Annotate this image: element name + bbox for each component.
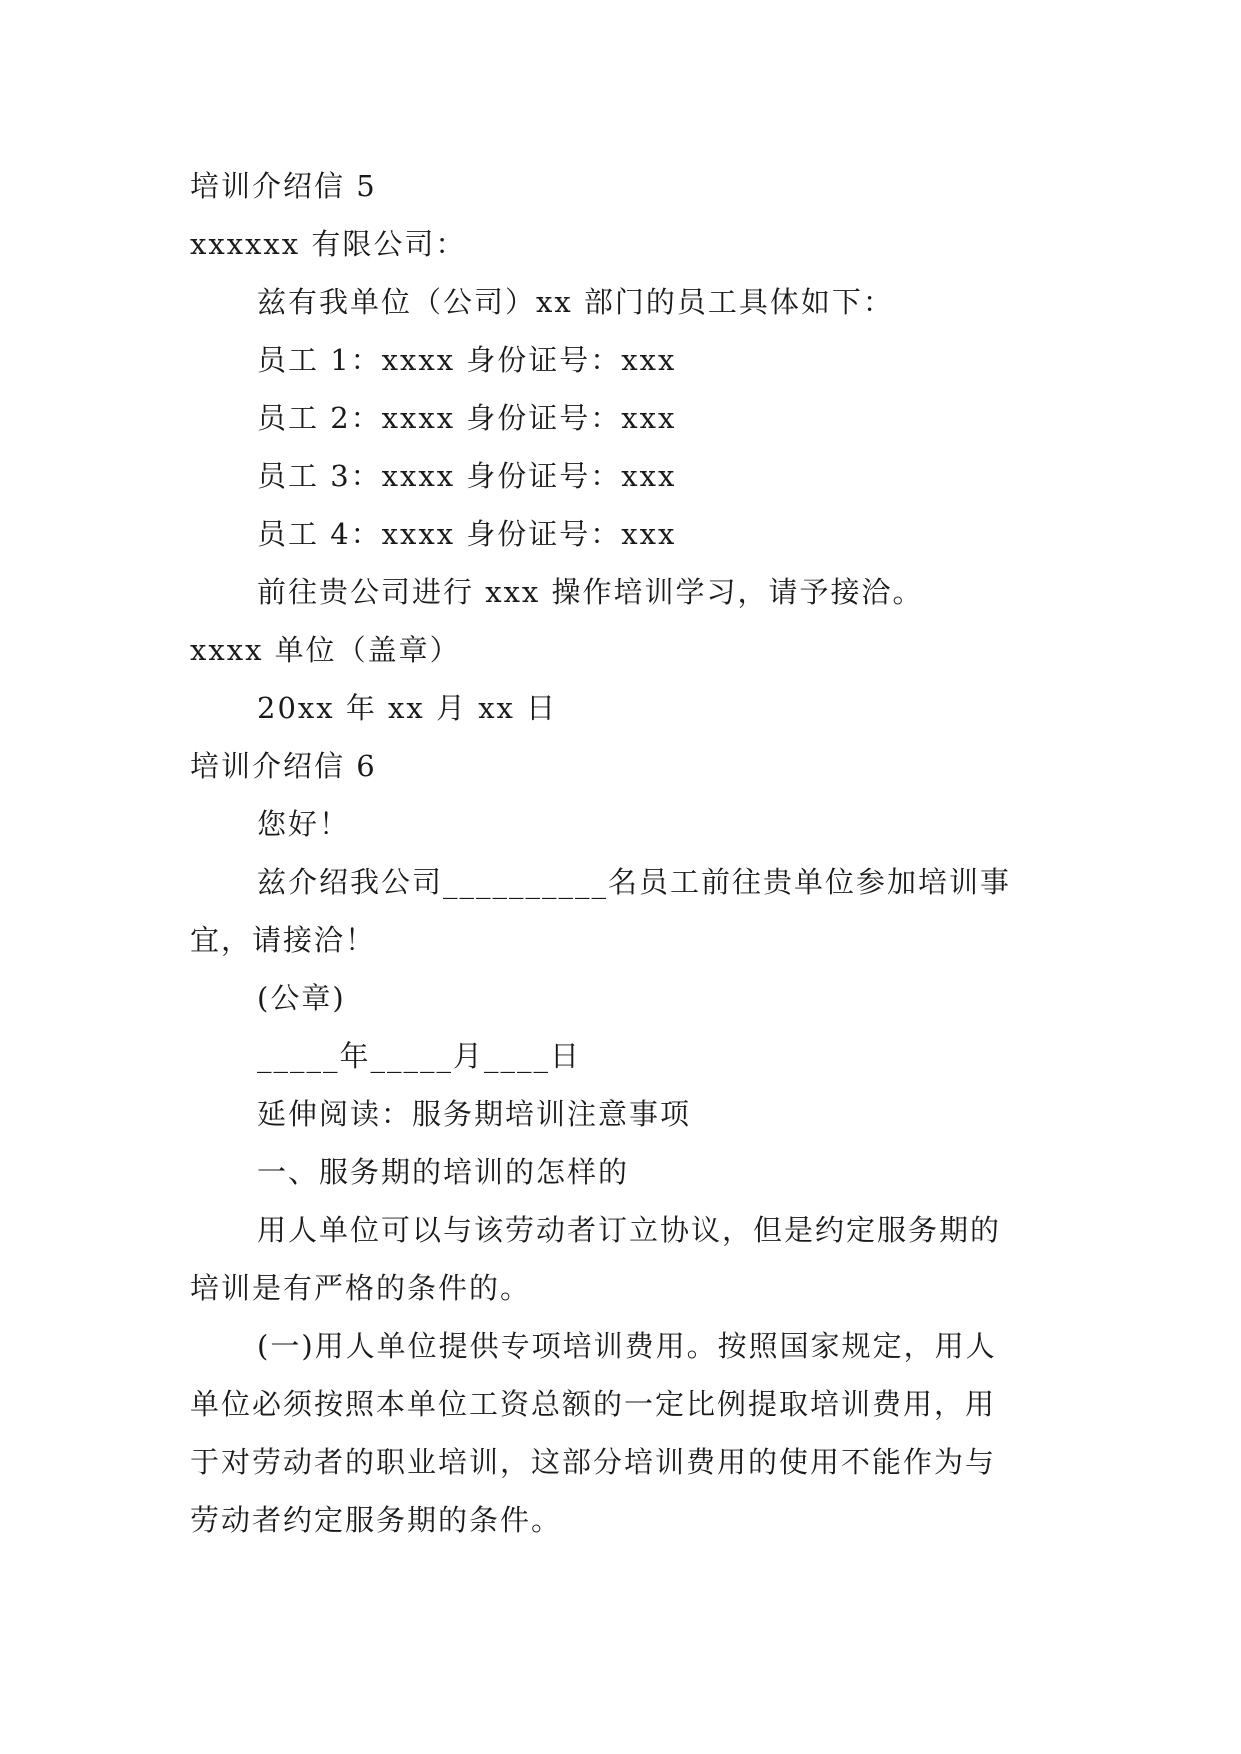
- letter-6-body-line-1: 兹介绍我公司__________名员工前往贵单位参加培训事: [257, 865, 1012, 899]
- letter-5-salutation: xxxxxx 有限公司：: [190, 227, 467, 261]
- letter-6-title: 培训介绍信 6: [190, 749, 377, 783]
- letter-5-request: 前往贵公司进行 xxx 操作培训学习，请予接洽。: [257, 575, 924, 609]
- section-1-heading: 一、服务期的培训的怎样的: [257, 1155, 630, 1189]
- paragraph-1-line-1: 用人单位可以与该劳动者订立协议，但是约定服务期的: [257, 1213, 1002, 1247]
- letter-6-seal: (公章): [257, 981, 346, 1015]
- letter-5-title: 培训介绍信 5: [190, 169, 377, 203]
- employee-line-1: 员工 1：xxxx 身份证号：xxx: [257, 343, 677, 377]
- paragraph-2-line-4: 劳动者约定服务期的条件。: [190, 1503, 563, 1537]
- paragraph-2-line-2: 单位必须按照本单位工资总额的一定比例提取培训费用，用: [190, 1387, 997, 1421]
- extended-reading-heading: 延伸阅读：服务期培训注意事项: [257, 1097, 692, 1131]
- paragraph-2-line-3: 于对劳动者的职业培训，这部分培训费用的使用不能作为与: [190, 1445, 997, 1479]
- letter-5-body-intro: 兹有我单位（公司）xx 部门的员工具体如下：: [257, 285, 894, 319]
- employee-line-3: 员工 3：xxxx 身份证号：xxx: [257, 459, 677, 493]
- letter-6-date: _____年_____月____日: [257, 1039, 582, 1073]
- letter-6-body-line-2: 宜，请接洽！: [190, 923, 377, 957]
- employee-line-2: 员工 2：xxxx 身份证号：xxx: [257, 401, 677, 435]
- letter-6-greeting: 您好！: [257, 807, 351, 841]
- letter-5-signature: xxxx 单位（盖章）: [190, 633, 461, 667]
- letter-5-date: 20xx 年 xx 月 xx 日: [257, 691, 558, 725]
- paragraph-1-line-2: 培训是有严格的条件的。: [190, 1271, 532, 1305]
- employee-line-4: 员工 4：xxxx 身份证号：xxx: [257, 517, 677, 551]
- paragraph-2-line-1: (一)用人单位提供专项培训费用。按照国家规定，用人: [257, 1329, 997, 1363]
